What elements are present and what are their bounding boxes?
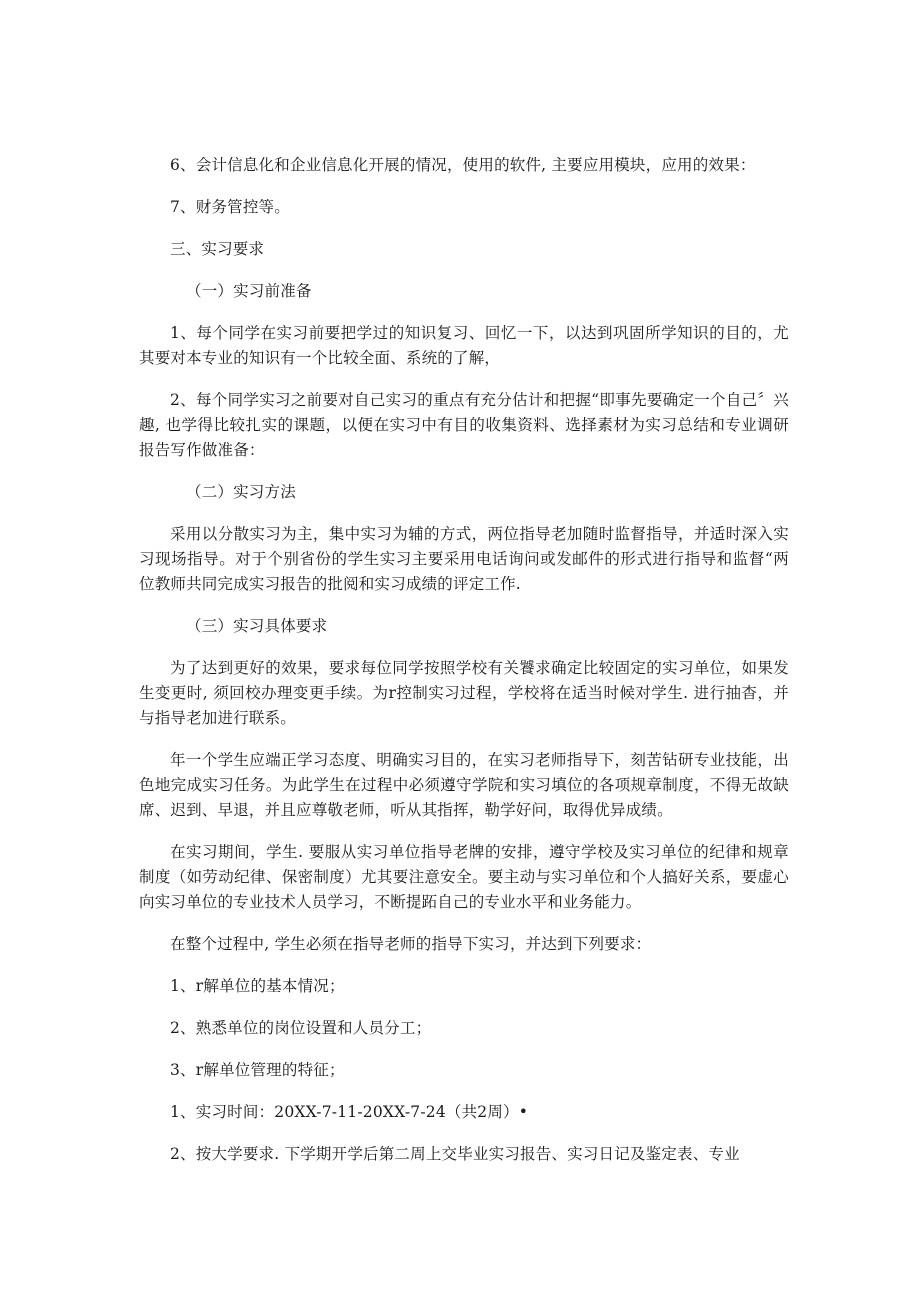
body-paragraph: 在实习期间，学生. 要服从实习单位指导老牌的安排，遵守学校及实习单位的纪律和规章制度（如劳动纪律、保密制度）尤其要注意安全。要主动与实习单位和个人搞好关系，要虚心向实习单位的专业技术人员学习，不断提跖自己的专业水平和业务能力。 <box>139 843 789 911</box>
list-item: 1、每个同学在实习前要把学过的知识复习、回忆一下，以达到巩固所学知识的目的，尤其要对本专业的知识有一个比较全面、系统的了解， <box>139 324 789 367</box>
list-item: 2、按大学要求. 下学期开学后第二周上交毕业实习报告、实习日记及鉴定表、专业 <box>170 1145 740 1163</box>
list-item: 1、实习时间：20XX-7-11-20XX-7-24（共2周）• <box>170 1103 529 1121</box>
document-body <box>139 153 789 1184</box>
list-item: 2、每个同学实习之前要对自己实习的重点有充分估计和把握“即事先要确定一个自己〞兴趣, 也学得比较扎实的课题，以便在实习中有目的收集资料、选择素材为实习总结和专业调研报告写作做准备： <box>139 391 789 459</box>
list-item: 1、r解单位的基本情况； <box>170 977 345 995</box>
body-paragraph: 在整个过程中, 学生必须在指导老师的指导下实习，并达到下列要求： <box>170 935 652 953</box>
list-item: 3、r解单位管理的特征； <box>170 1061 345 1079</box>
subsection-heading: （二）实习方法 <box>186 483 296 501</box>
section-heading: 三、实习要求 <box>170 240 265 258</box>
subsection-heading: （一）实习前准备 <box>186 282 312 300</box>
subsection-heading: （三）实习具体要求 <box>186 617 328 635</box>
body-paragraph: 为了达到更好的效果，要求每位同学按照学校有关饕求确定比较固定的实习单位，如果发生变更时, 须回校办理变更手续。为r控制实习过程，学校将在适当时候对学生. 进行抽杳，并与指导老加进行联系。 <box>139 659 789 727</box>
body-paragraph: 年一个学生应端正学习态度、明确实习目的，在实习老师指导下，刻苦钻研专业技能，出色地完成实习任务。为此学生在过程中必须遵守学院和实习填位的各项规章制度，不得无故缺席、迟到、早退，并且应尊敬老师，听从其指挥，勒学好问，取得优异成绩。 <box>139 751 789 819</box>
list-item: 7、财务管控等。 <box>170 198 290 216</box>
list-item: 2、熟悉单位的岗位设置和人员分工； <box>170 1019 432 1037</box>
list-item: 6、会计信息化和企业信息化开展的情况，使用的软件, 主要应用模块，应用的效果： <box>170 156 756 174</box>
body-paragraph: 采用以分散实习为主，集中实习为辅的方式，两位指导老加随时监督指导，并适时深入实习现场指导。对于个别省份的学生实习主要采用电话询问或发邮件的形式进行指导和监督“两位教师共同完成实习报告的批阅和实习成绩的评定工作. <box>139 525 789 593</box>
